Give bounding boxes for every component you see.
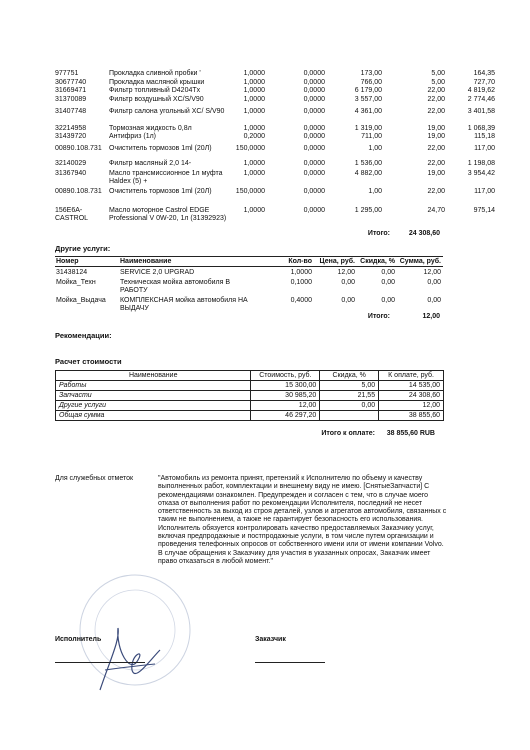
parts-price: 711,00 <box>361 133 382 140</box>
signature-icon <box>90 620 170 695</box>
parts-num: 156E6A-CASTROL <box>55 207 89 222</box>
other-qty: 0,1000 <box>290 279 312 286</box>
other-disc: 0,00 <box>381 279 395 286</box>
other-total-value: 12,00 <box>422 313 440 320</box>
parts-name: Прокладка сливной пробки ' <box>109 70 201 77</box>
cost-row-parts <box>56 391 444 401</box>
parts-num: 977751 <box>55 70 79 77</box>
parts-pct: 22,00 <box>427 108 445 115</box>
other-price: 12,00 <box>337 269 355 276</box>
parts-pct: 5,00 <box>431 70 445 77</box>
cost-header-pay: К оплате, руб. <box>379 371 444 381</box>
parts-disc: 0,0000 <box>303 170 325 177</box>
parts-price: 766,00 <box>360 79 382 86</box>
parts-qty: 1,0000 <box>243 170 265 177</box>
parts-sum: 1 068,39 <box>467 125 495 132</box>
other-name: КОМПЛЕКСНАЯ мойка автомобиля НА ВЫДАЧУ <box>120 297 248 312</box>
parts-qty: 150,0000 <box>235 188 265 195</box>
parts-pct: 22,00 <box>427 160 445 167</box>
parts-num: 00890.108.731 <box>55 145 102 152</box>
other-sum: 0,00 <box>427 297 441 304</box>
executor-label: Исполнитель <box>55 636 102 643</box>
parts-price: 1,00 <box>368 188 382 195</box>
parts-num: 00890.108.731 <box>55 188 102 195</box>
other-price: 0,00 <box>341 297 355 304</box>
parts-sum: 117,00 <box>474 145 495 152</box>
parts-pct: 22,00 <box>427 87 445 94</box>
parts-sum: 727,70 <box>473 79 495 86</box>
cost-header-name: Наименование <box>56 371 251 381</box>
parts-qty: 1,0000 <box>243 207 265 214</box>
parts-sum: 1 198,08 <box>467 160 495 167</box>
parts-price: 1 319,00 <box>354 125 382 132</box>
cost-row-other <box>56 401 444 411</box>
parts-disc: 0,0000 <box>303 70 325 77</box>
parts-sum: 3 954,42 <box>467 170 495 177</box>
parts-qty: 1,0000 <box>243 160 265 167</box>
parts-pct: 22,00 <box>427 188 445 195</box>
cost-row-works <box>56 381 444 391</box>
parts-sum: 975,14 <box>473 207 495 214</box>
other-header-sum: Сумма, руб. <box>399 258 441 265</box>
service-notes-label: Для служебных отметок <box>55 475 134 482</box>
cost-value: 30 985,20 <box>251 391 320 401</box>
cost-discount <box>320 411 379 421</box>
parts-sum: 4 819,62 <box>467 87 495 94</box>
parts-qty: 1,0000 <box>243 70 265 77</box>
other-services-title: Другие услуги: <box>55 244 111 253</box>
parts-total-value: 24 308,60 <box>408 230 440 237</box>
parts-num: 31370089 <box>55 96 87 103</box>
parts-disc: 0,0000 <box>303 133 325 140</box>
notice-text: "Автомобиль из ремонта принят, претензий к Исполнителю по объему и качеству выполненных работ, комплектации и внешнему виду не имею. [СнятыеЗапчасти] С рекомендациями ознакомлен. Предупрежден и согласен с тем, что в случае моего отказа от выполнения работ по рекомендации Исполнителя, последний не несет ответственность за выход из строя деталей, узлов и агрегатов автомобиля, связанных с таким не выполнением, а также не гарантирует безопасность его использования. Исполнитель обязуется контролировать качество предоставляемых Заказчику услуг, включая предпродажные и постпродажные услуги, в том числе путем организации и проведения телефонных опросов от собственного имени или от имени компании Volvo. В случае обращения к Заказчику для участия в указанных опросах, Заказчик имеет право отказаться в любой момент." <box>158 475 447 565</box>
parts-sum: 115,18 <box>474 133 495 140</box>
parts-disc: 0,0000 <box>303 188 325 195</box>
cost-to-pay: 14 535,00 <box>379 381 444 391</box>
parts-num: 32140029 <box>55 160 87 167</box>
parts-name: Фильтр воздушный XC/S/V90 <box>109 96 204 103</box>
cost-discount: 21,55 <box>320 391 379 401</box>
calc-title: Расчет стоимости <box>55 357 122 366</box>
cost-value: 12,00 <box>251 401 320 411</box>
parts-qty: 1,0000 <box>243 108 265 115</box>
parts-price: 1 295,00 <box>354 207 382 214</box>
cost-value: 46 297,20 <box>251 411 320 421</box>
other-disc: 0,00 <box>381 297 395 304</box>
cost-row-total <box>56 411 444 421</box>
parts-name: Фильтр салона угольный XC/ S/V90 <box>109 108 225 115</box>
executor-signature-line <box>55 662 145 663</box>
parts-sum: 117,00 <box>474 188 495 195</box>
other-services-header-rule <box>55 266 443 267</box>
parts-price: 6 179,00 <box>354 87 382 94</box>
parts-disc: 0,0000 <box>303 145 325 152</box>
cost-to-pay: 12,00 <box>379 401 444 411</box>
parts-pct: 5,00 <box>431 79 445 86</box>
parts-price: 4 882,00 <box>354 170 382 177</box>
cost-name: Общая сумма <box>56 411 251 421</box>
parts-num: 32214958 <box>55 125 87 132</box>
parts-price: 1,00 <box>368 145 382 152</box>
parts-num: 31367940 <box>55 170 87 177</box>
cost-to-pay: 24 308,60 <box>379 391 444 401</box>
parts-sum: 2 774,46 <box>467 96 495 103</box>
other-header-qty: Кол-во <box>288 258 312 265</box>
parts-name: Масло трансмиссионное 1л муфта Haldex (5) + <box>109 170 223 185</box>
parts-price: 3 557,00 <box>354 96 382 103</box>
cost-header-disc: Скидка, % <box>320 371 379 381</box>
parts-qty: 150,0000 <box>235 145 265 152</box>
other-num: Мойка_Техн <box>56 279 96 286</box>
other-num: Мойка_Выдача <box>56 297 106 304</box>
to-pay-value: 38 855,60 RUB <box>386 430 435 437</box>
parts-disc: 0,0000 <box>303 96 325 103</box>
recommendations-title: Рекомендации: <box>55 331 112 340</box>
cost-discount: 0,00 <box>320 401 379 411</box>
other-num: 31438124 <box>56 269 88 276</box>
other-qty: 1,0000 <box>290 269 312 276</box>
parts-name: Фильтр масляный 2,0 14- <box>109 160 192 167</box>
other-sum: 0,00 <box>427 279 441 286</box>
other-header-price: Цена, руб. <box>319 258 355 265</box>
other-header-name: Наименование <box>120 258 172 265</box>
parts-name: Очиститель тормозов 1ml (20Л) <box>109 188 212 195</box>
other-name: SERVICE 2,0 UPGRAD <box>120 269 195 276</box>
parts-price: 4 361,00 <box>354 108 382 115</box>
parts-disc: 0,0000 <box>303 79 325 86</box>
other-header-disc: Скидка, % <box>360 258 395 265</box>
cost-table-header <box>56 371 444 381</box>
parts-qty: 1,0000 <box>243 96 265 103</box>
to-pay-label: Итого к оплате: <box>321 430 375 437</box>
parts-name: Прокладка масляной крышки <box>109 79 205 86</box>
other-name: Техническая мойка автомобиля В РАБОТУ <box>120 279 231 294</box>
other-services-top-rule <box>55 256 443 257</box>
parts-price: 1 536,00 <box>354 160 382 167</box>
cost-discount: 5,00 <box>320 381 379 391</box>
parts-name: Антифриз (1л) <box>109 133 157 140</box>
parts-pct: 19,00 <box>427 125 445 132</box>
parts-qty: 1,0000 <box>243 87 265 94</box>
parts-qty: 1,0000 <box>243 79 265 86</box>
cost-name: Другие услуги <box>56 401 251 411</box>
parts-disc: 0,0000 <box>303 87 325 94</box>
cost-to-pay: 38 855,60 <box>379 411 444 421</box>
parts-name: Очиститель тормозов 1ml (20Л) <box>109 145 212 152</box>
parts-num: 31439720 <box>55 133 87 140</box>
parts-pct: 22,00 <box>427 96 445 103</box>
parts-name: Тормозная жидкость 0,8л <box>109 125 192 132</box>
parts-price: 173,00 <box>360 70 382 77</box>
other-total-label: Итого: <box>367 313 390 320</box>
parts-sum: 3 401,58 <box>467 108 495 115</box>
cost-header-cost: Стоимость, руб. <box>251 371 320 381</box>
cost-value: 15 300,00 <box>251 381 320 391</box>
parts-pct: 19,00 <box>427 170 445 177</box>
other-header-num: Номер <box>56 258 79 265</box>
parts-num: 30677740 <box>55 79 87 86</box>
parts-sum: 164,35 <box>473 70 495 77</box>
other-disc: 0,00 <box>381 269 395 276</box>
parts-qty: 1,0000 <box>243 125 265 132</box>
cost-name: Запчасти <box>56 391 251 401</box>
cost-name: Работы <box>56 381 251 391</box>
parts-pct: 19,00 <box>427 133 445 140</box>
customer-signature-line <box>255 662 325 663</box>
parts-disc: 0,0000 <box>303 160 325 167</box>
parts-total-label: Итого: <box>367 230 390 237</box>
parts-disc: 0,0000 <box>303 108 325 115</box>
other-price: 0,00 <box>341 279 355 286</box>
customer-label: Заказчик <box>255 636 286 643</box>
parts-num: 31669471 <box>55 87 87 94</box>
other-sum: 12,00 <box>423 269 441 276</box>
parts-num: 31407748 <box>55 108 87 115</box>
parts-disc: 0,0000 <box>303 207 325 214</box>
parts-qty: 0,2000 <box>243 133 265 140</box>
parts-pct: 22,00 <box>427 145 445 152</box>
parts-disc: 0,0000 <box>303 125 325 132</box>
parts-pct: 24,70 <box>427 207 445 214</box>
other-qty: 0,4000 <box>290 297 312 304</box>
parts-name: Фильтр топливный D4204Tx <box>109 87 201 94</box>
parts-name: Масло моторное Castrol EDGE Professional V 0W-20, 1л (31392923) <box>109 207 227 222</box>
cost-table <box>55 370 444 421</box>
